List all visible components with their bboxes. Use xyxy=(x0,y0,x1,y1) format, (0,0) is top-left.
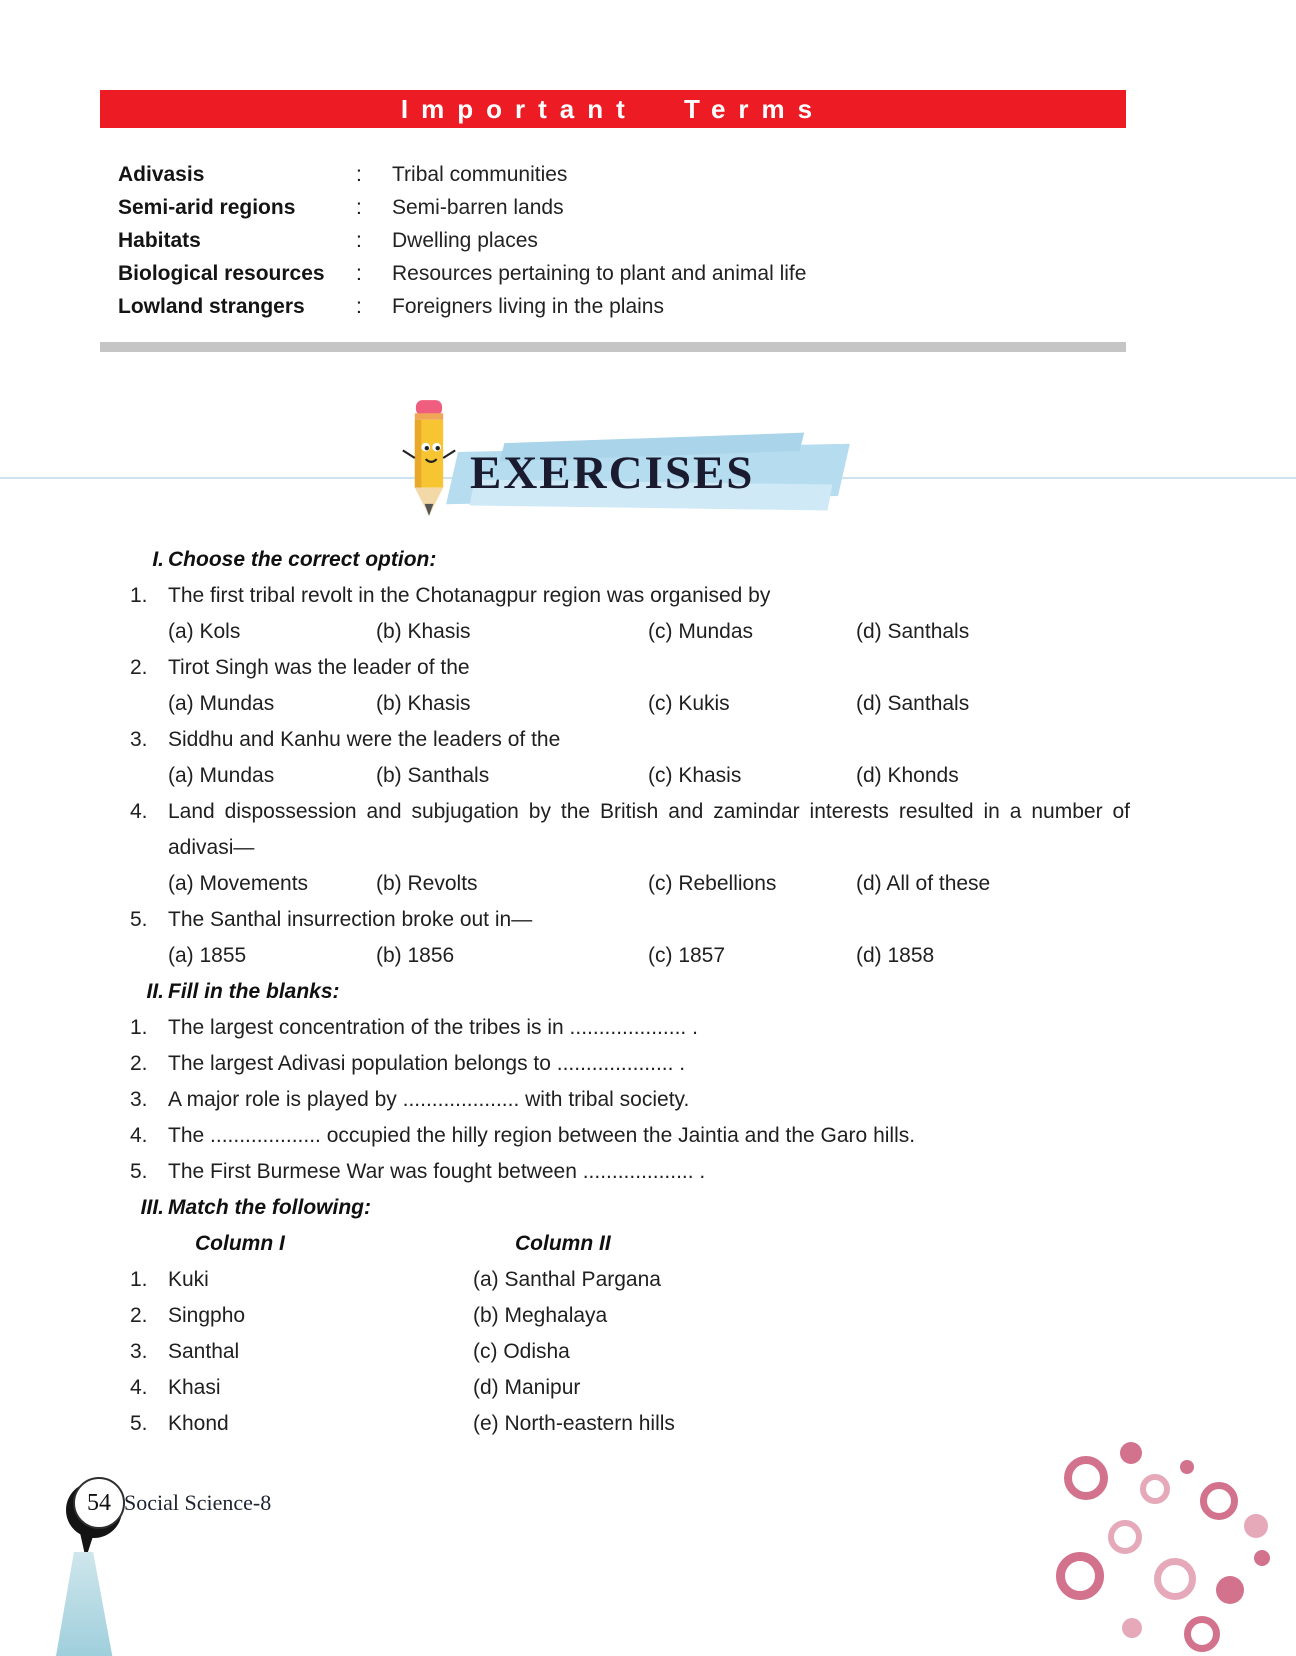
term-row xyxy=(118,224,1126,257)
term-name: Habitats xyxy=(118,229,201,252)
term-row xyxy=(118,191,1126,224)
option-c: (c) Khasis xyxy=(648,764,742,787)
option-c: (c) Rebellions xyxy=(648,872,777,895)
decor-circle xyxy=(1216,1576,1244,1604)
section-divider xyxy=(100,342,1126,352)
option-d: (d) Santhals xyxy=(856,620,970,643)
match-right: (a) Santhal Pargana xyxy=(473,1268,661,1291)
fill-blank-item xyxy=(130,1010,1130,1046)
term-definition: Dwelling places xyxy=(392,229,538,252)
decor-circle xyxy=(1140,1474,1170,1504)
decor-circle xyxy=(1108,1520,1142,1554)
important-terms-title: Important Terms xyxy=(400,93,826,124)
mcq-question xyxy=(130,902,1130,974)
item-text: A major role is played by .................... with tribal society. xyxy=(168,1088,690,1111)
option-c: (c) Kukis xyxy=(648,692,730,715)
option-b: (b) Khasis xyxy=(376,692,471,715)
item-number: 4. xyxy=(130,1124,148,1147)
match-left: Khond xyxy=(168,1412,229,1435)
option-c: (c) Mundas xyxy=(648,620,754,643)
book-title: Social Science-8 xyxy=(124,1490,272,1515)
option-a: (a) Kols xyxy=(168,620,241,643)
item-number: 2. xyxy=(130,1304,148,1327)
match-row xyxy=(130,1334,1130,1370)
pencil-mascot-icon xyxy=(396,398,462,523)
term-name: Adivasis xyxy=(118,163,205,186)
item-number: 1. xyxy=(130,1016,148,1039)
option-d: (d) Santhals xyxy=(856,692,970,715)
term-row xyxy=(118,158,1126,191)
decor-circle xyxy=(1184,1616,1220,1652)
mcq-question xyxy=(130,578,1130,650)
term-name: Semi-arid regions xyxy=(118,196,296,219)
decor-circle xyxy=(1200,1482,1238,1520)
match-right: (b) Meghalaya xyxy=(473,1304,608,1327)
option-a: (a) Movements xyxy=(168,872,309,895)
exercises-heading: EXERCISES xyxy=(470,447,755,499)
term-name: Lowland strangers xyxy=(118,295,305,318)
section-label: III. xyxy=(140,1196,164,1219)
match-row xyxy=(130,1298,1130,1334)
term-separator: : xyxy=(356,163,362,186)
section-title: Match the following: xyxy=(168,1196,371,1219)
term-name: Biological resources xyxy=(118,262,325,285)
match-row xyxy=(130,1262,1130,1298)
match-column-headers xyxy=(130,1226,1130,1262)
option-b: (b) Khasis xyxy=(376,620,471,643)
option-b: (b) Revolts xyxy=(376,872,478,895)
fill-blank-item xyxy=(130,1154,1130,1190)
option-d: (d) 1858 xyxy=(856,944,935,967)
section-match-heading xyxy=(130,1190,1130,1226)
match-right: (e) North-eastern hills xyxy=(473,1412,675,1435)
item-text: The largest Adivasi population belongs to .................... . xyxy=(168,1052,686,1075)
question-text: The first tribal revolt in the Chotanagpur region was organised by xyxy=(168,584,771,607)
term-definition: Resources pertaining to plant and animal life xyxy=(392,262,807,285)
section-mcq-heading xyxy=(130,542,1130,578)
question-text: Land dispossession and subjugation by the British and zamindar interests resulted in a number of adivasi— xyxy=(168,800,1130,859)
option-b: (b) 1856 xyxy=(376,944,455,967)
match-left: Kuki xyxy=(168,1268,209,1291)
term-separator: : xyxy=(356,262,362,285)
term-row xyxy=(118,290,1126,323)
match-left: Khasi xyxy=(168,1376,221,1399)
question-text: The Santhal insurrection broke out in— xyxy=(168,908,533,931)
important-terms-banner xyxy=(100,90,1126,128)
item-number: 1. xyxy=(130,1268,148,1291)
decor-circle xyxy=(1180,1460,1194,1474)
item-text: The largest concentration of the tribes is in .................... . xyxy=(168,1016,698,1039)
decor-circle xyxy=(1122,1618,1142,1638)
section-label: II. xyxy=(146,980,164,1003)
decor-circle xyxy=(1120,1442,1142,1464)
item-number: 5. xyxy=(130,1412,148,1435)
terms-list xyxy=(118,158,1126,323)
mcq-question xyxy=(130,650,1130,722)
term-separator: : xyxy=(356,295,362,318)
decor-circle xyxy=(1056,1552,1104,1600)
exercises-body xyxy=(130,542,1130,1442)
option-c: (c) 1857 xyxy=(648,944,726,967)
option-d: (d) Khonds xyxy=(856,764,959,787)
item-number: 5. xyxy=(130,1160,148,1183)
question-number: 1. xyxy=(130,584,148,607)
match-right: (c) Odisha xyxy=(473,1340,570,1363)
decor-circle xyxy=(1064,1456,1108,1500)
column-2-header: Column II xyxy=(515,1232,611,1255)
question-number: 2. xyxy=(130,656,148,679)
item-number: 3. xyxy=(130,1340,148,1363)
item-number: 4. xyxy=(130,1376,148,1399)
column-1-header: Column I xyxy=(195,1232,285,1255)
section-title: Fill in the blanks: xyxy=(168,980,340,1003)
option-b: (b) Santhals xyxy=(376,764,490,787)
section-fill-blanks-heading xyxy=(130,974,1130,1010)
mcq-question xyxy=(130,794,1130,902)
fill-blank-item xyxy=(130,1046,1130,1082)
match-row xyxy=(130,1406,1130,1442)
option-a: (a) Mundas xyxy=(168,764,275,787)
option-a: (a) Mundas xyxy=(168,692,275,715)
decor-circle xyxy=(1254,1550,1270,1566)
item-number: 3. xyxy=(130,1088,148,1111)
mcq-question xyxy=(130,722,1130,794)
question-text: Siddhu and Kanhu were the leaders of the xyxy=(168,728,561,751)
term-row xyxy=(118,257,1126,290)
option-a: (a) 1855 xyxy=(168,944,247,967)
term-definition: Tribal communities xyxy=(392,163,568,186)
item-number: 2. xyxy=(130,1052,148,1075)
term-definition: Foreigners living in the plains xyxy=(392,295,664,318)
option-d: (d) All of these xyxy=(856,872,991,895)
item-text: The First Burmese War was fought between ................... . xyxy=(168,1160,706,1183)
corner-decoration xyxy=(1036,1446,1296,1656)
question-number: 4. xyxy=(130,800,148,823)
match-right: (d) Manipur xyxy=(473,1376,581,1399)
decor-circle xyxy=(1244,1514,1268,1538)
page-number: 54 xyxy=(73,1477,125,1529)
match-left: Singpho xyxy=(168,1304,246,1327)
question-text: Tirot Singh was the leader of the xyxy=(168,656,470,679)
fill-blank-item xyxy=(130,1082,1130,1118)
section-title: Choose the correct option: xyxy=(168,548,437,571)
term-definition: Semi-barren lands xyxy=(392,196,564,219)
term-separator: : xyxy=(356,229,362,252)
question-number: 5. xyxy=(130,908,148,931)
term-separator: : xyxy=(356,196,362,219)
match-row xyxy=(130,1370,1130,1406)
question-number: 3. xyxy=(130,728,148,751)
fill-blank-item xyxy=(130,1118,1130,1154)
item-text: The ................... occupied the hilly region between the Jaintia and the Garo hills. xyxy=(168,1124,916,1147)
match-left: Santhal xyxy=(168,1340,240,1363)
section-label: I. xyxy=(152,548,164,571)
decor-circle xyxy=(1154,1558,1196,1600)
